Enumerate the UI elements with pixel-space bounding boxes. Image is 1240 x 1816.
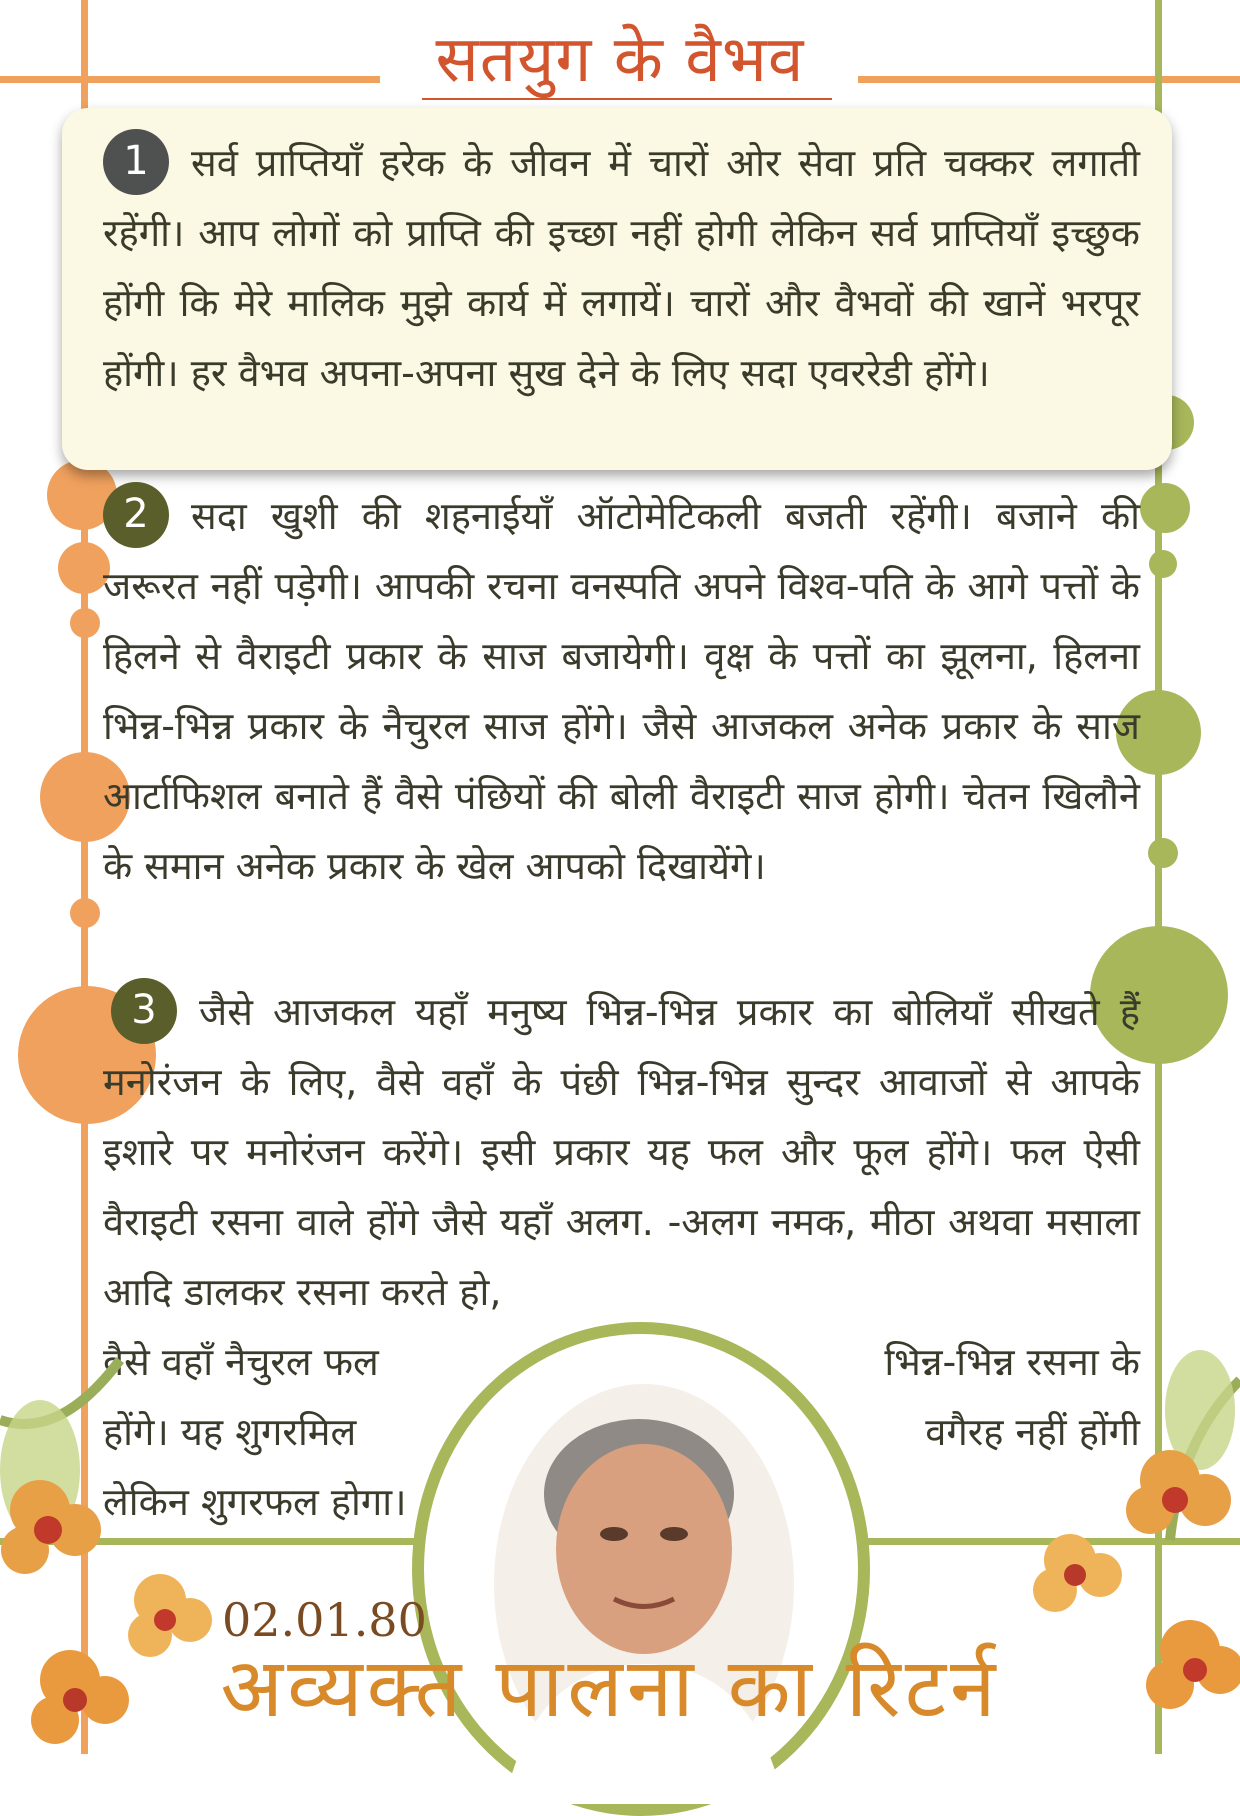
top-left-rule [0, 76, 380, 83]
number-badge-3: 3 [111, 978, 177, 1044]
paragraph-3-line-8: लेकिन शुगरफल होगा। [103, 1480, 407, 1524]
deco-circle [1148, 838, 1178, 868]
bottom-title: अव्यक्त पालना का रिटर्न [220, 1641, 1000, 1736]
paragraph-3-line-7-left: होंगे। यह शुगरमिल [103, 1410, 357, 1454]
deco-circle [70, 898, 100, 928]
paragraph-3-text: जैसे आजकल यहाँ मनुष्य भिन्न-भिन्न प्रकार का बोलियाँ सीखते हैं मनोरंजन के लिए, वैसे वहाँ के पंछी भिन्न-भिन्न सुन्दर आवाजों से आपके इशारे पर मनोरंजन करेंगे। इसी प्रकार यह फल और फूल होंगे। फल ऐसी वैराइटी रसना वाले होंगे जैसे यहाँ अलग. -अलग नमक, मीठा अथवा मसाला आदि डालकर रसना करते हो, [103, 990, 1140, 1314]
page-title: सतयुग के वैभव [435, 23, 805, 97]
deco-circle [1140, 483, 1190, 533]
number-badge-1: 1 [103, 129, 169, 195]
paragraph-2-text: सदा खुशी की शहनाईयाँ ऑटोमेटिकली बजती रहेंगी। बजाने की जरूरत नहीं पड़ेगी। आपकी रचना वनस्पति अपने विश्व-पति के आगे पत्तों के हिलने से वैराइटी प्रकार के साज बजायेगी। वृक्ष के पत्तों का झूलना, हिलना भिन्न-भिन्न प्रकार के नैचुरल साज होंगे। जैसे आजकल अनेक प्रकार के साज आर्टाफिशल बनाते हैं वैसे पंछियों की बोली वैराइटी साज होगी। चेतन खिलौने के समान अनेक प्रकार के खेल आपको दिखायेंगे। [103, 494, 1140, 888]
date-label: 02.01.80 [222, 1593, 427, 1647]
title-underline [422, 98, 832, 100]
paragraph-3 [103, 977, 1140, 1327]
deco-circle [1149, 550, 1177, 578]
paragraph-3-line-6-right: भिन्न-भिन्न रसना के [884, 1340, 1140, 1384]
number-badge-2: 2 [103, 482, 169, 548]
deco-circle [70, 608, 100, 638]
paragraph-1-text: सर्व प्राप्तियाँ हरेक के जीवन में चारों ओर सेवा प्रति चक्कर लगाती रहेंगी। आप लोगों को प्राप्ति की इच्छा नहीं होगी लेकिन सर्व प्राप्तियाँ इच्छुक होंगी कि मेरे मालिक मुझे कार्य में लगायें। चारों और वैभवों की खानें भरपूर होंगी। हर वैभव अपना-अपना सुख देने के लिए सदा एवररेडी होंगे। [103, 141, 1140, 395]
paragraph-3-line-6-left: वैसे वहाँ नैचुरल फल [103, 1340, 379, 1384]
paragraph-2 [103, 481, 1140, 901]
paragraph-1 [103, 128, 1140, 408]
paragraph-3-line-7-right: वगैरह नहीं होंगी [925, 1410, 1140, 1454]
top-right-rule [858, 76, 1240, 83]
